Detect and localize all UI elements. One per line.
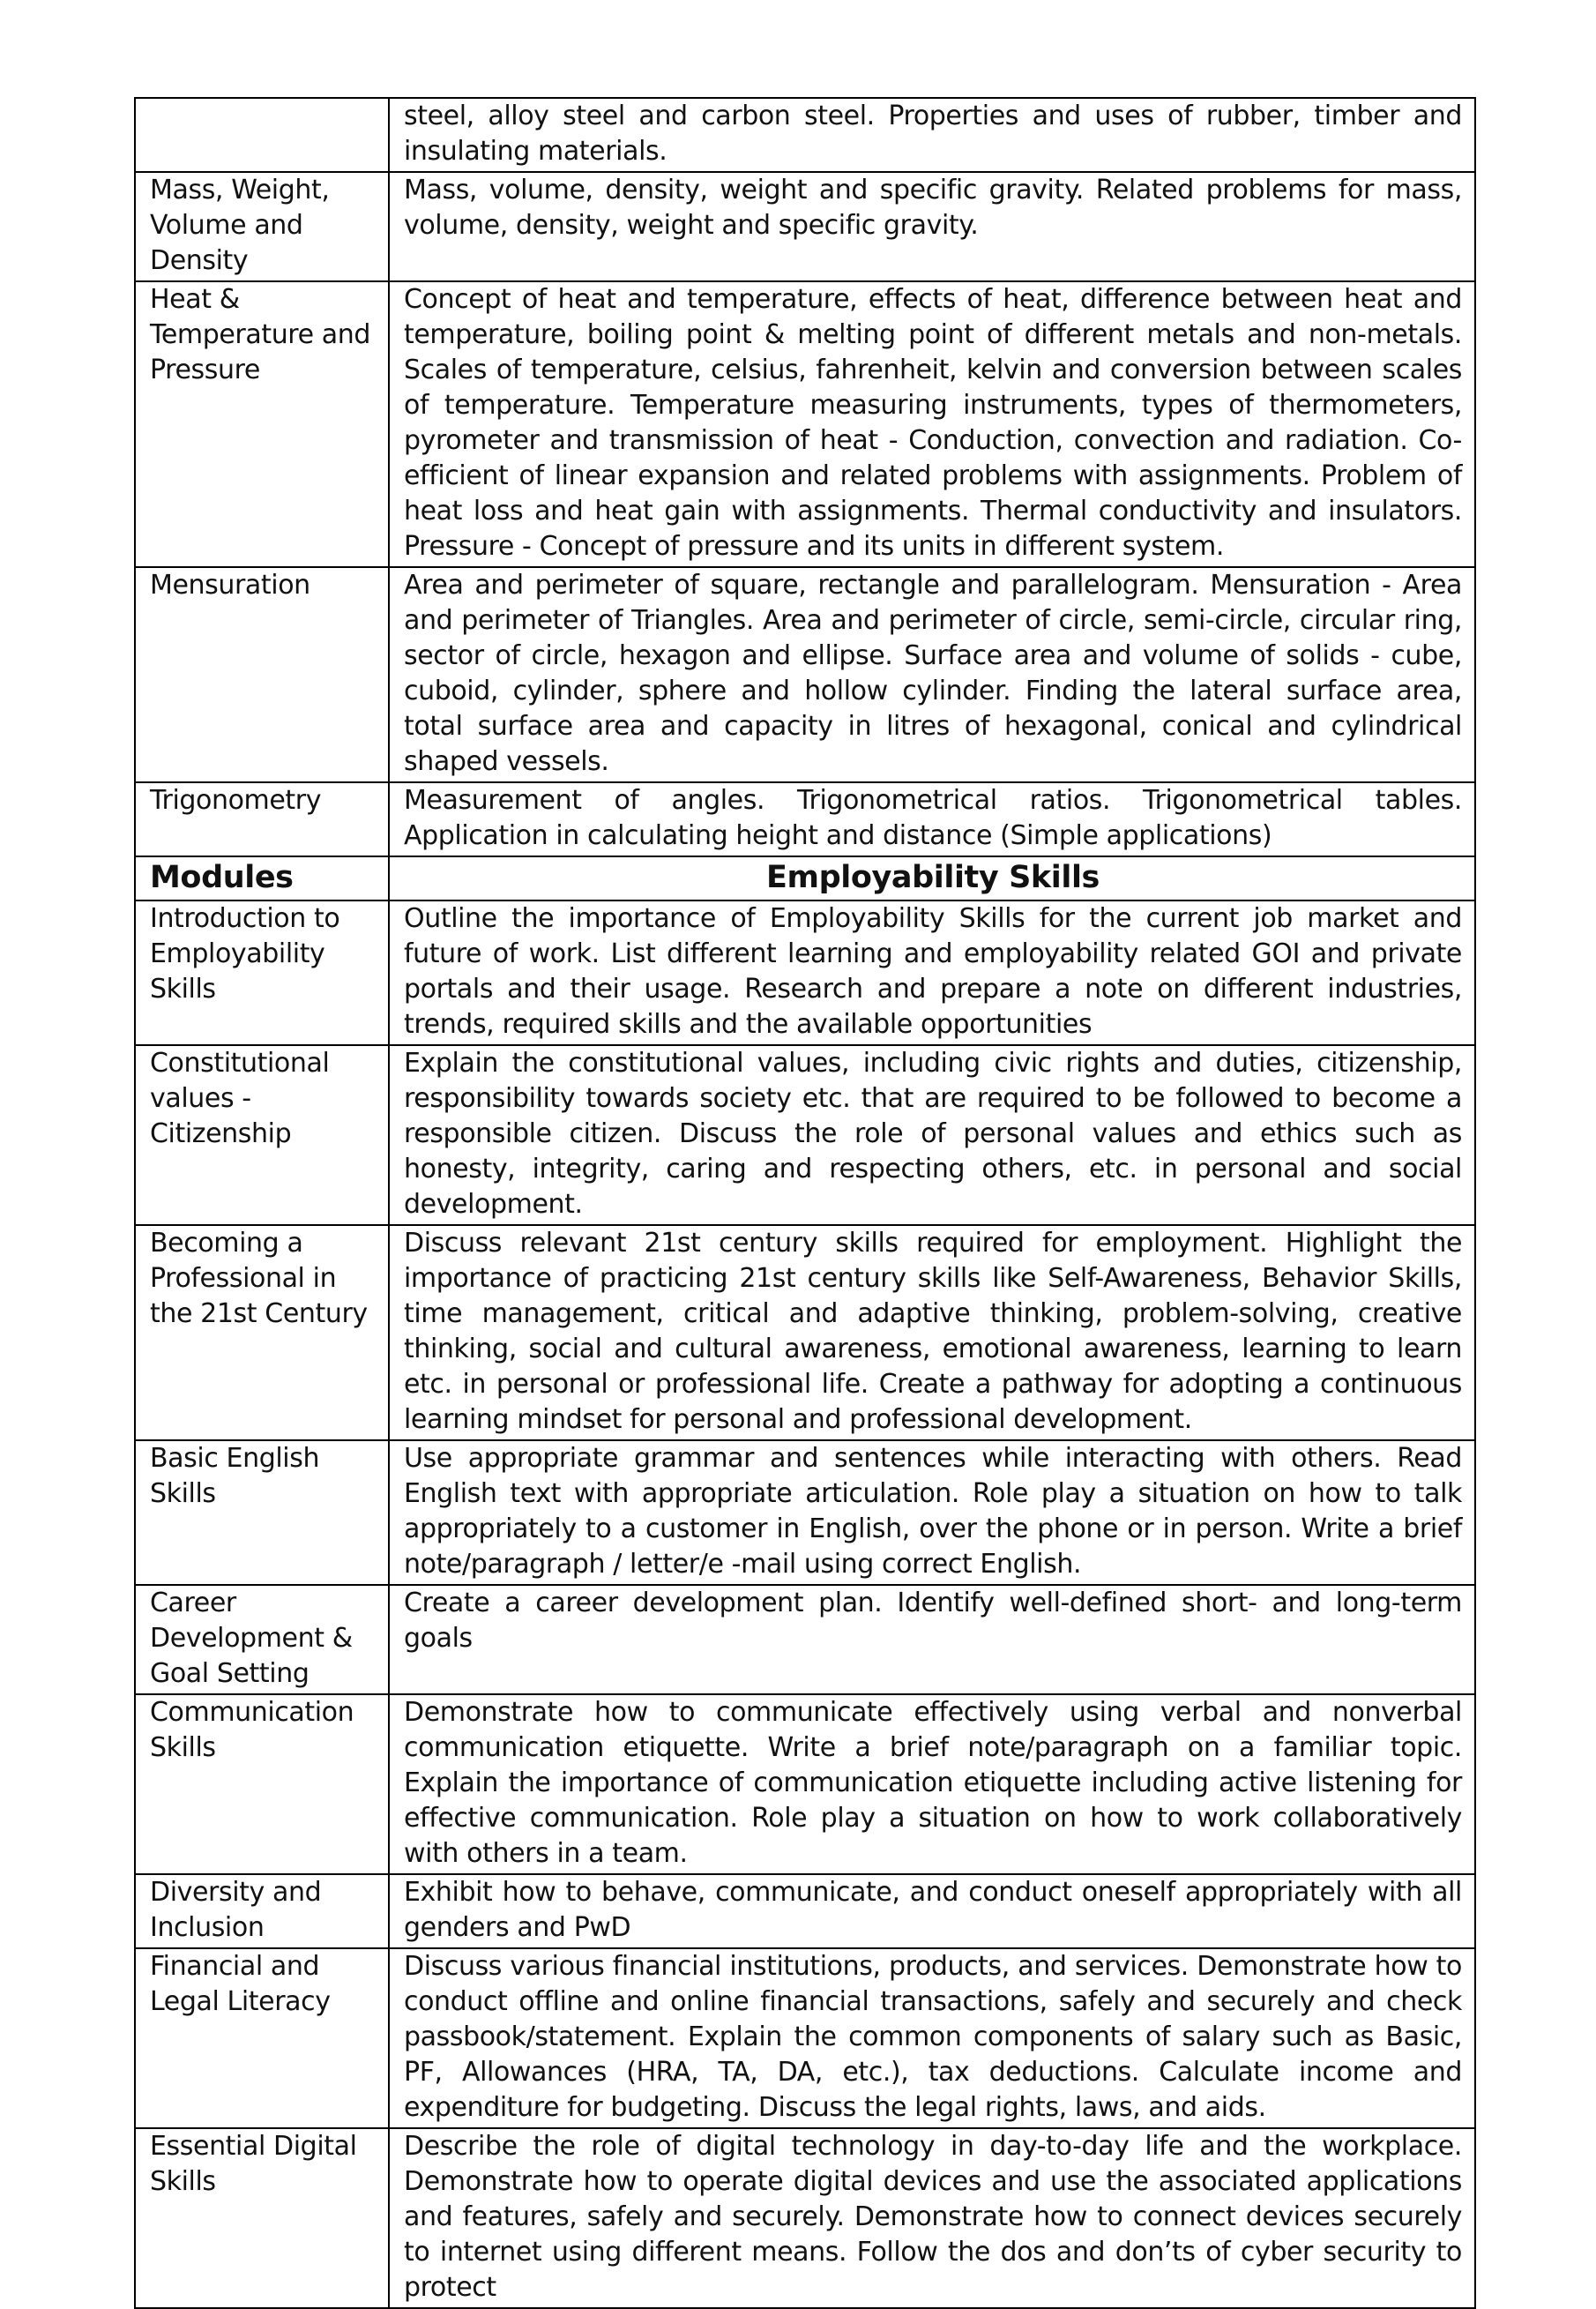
table-row xyxy=(135,281,1475,567)
description-cell: Use appropriate grammar and sentences while interacting with others. Read English text with appropriate articulation. Role play a situation on how to talk appropriately to a customer in English, over the phone or in person. Write a brief note/paragraph / letter/e -mail using correct English. xyxy=(389,1440,1475,1585)
table-row xyxy=(135,1948,1475,2128)
description-cell: Discuss various financial institutions, products, and services. Demonstrate how to conduct offline and online financial transactions, safely and securely and check passbook/statement. Explain the common components of salary such as Basic, PF, Allowances (HRA, TA, DA, etc.), tax deductions. Calculate income and expenditure for budgeting. Discuss the legal rights, laws, and aids. xyxy=(389,1948,1475,2128)
topic-cell: Mass, Weight, Volume and Density xyxy=(135,172,389,281)
description-cell: Exhibit how to behave, communicate, and conduct oneself appropriately with all genders and PwD xyxy=(389,1874,1475,1948)
table-row xyxy=(135,782,1475,856)
topic-cell: Basic English Skills xyxy=(135,1440,389,1585)
description-cell: Demonstrate how to communicate effectively using verbal and nonverbal communication etiquette. Write a brief note/paragraph on a familiar topic. Explain the importance of communication etiquette including active listening for effective communication. Role play a situation on how to work collaboratively with others in a team. xyxy=(389,1694,1475,1874)
topic-cell: Diversity and Inclusion xyxy=(135,1874,389,1948)
table-row xyxy=(135,567,1475,782)
table-row xyxy=(135,172,1475,281)
modules-header: Modules xyxy=(135,856,389,900)
syllabus-table xyxy=(134,97,1476,2309)
description-cell: Create a career development plan. Identify well-defined short- and long-term goals xyxy=(389,1585,1475,1694)
syllabus-page xyxy=(134,97,1474,2309)
topic-cell: Communication Skills xyxy=(135,1694,389,1874)
section-header-row xyxy=(135,856,1475,900)
description-cell: Describe the role of digital technology in day-to-day life and the workplace. Demonstrate how to operate digital devices and use the associated applications and features, safely and securely. Demonstrate how to connect devices securely to internet using different means. Follow the dos and don’ts of cyber security to protect xyxy=(389,2128,1475,2308)
topic-cell: Constitutional values - Citizenship xyxy=(135,1045,389,1225)
description-cell: Measurement of angles. Trigonometrical ratios. Trigonometrical tables. Application in calculating height and distance (Simple applications) xyxy=(389,782,1475,856)
topic-cell: Essential Digital Skills xyxy=(135,2128,389,2308)
description-cell: Mass, volume, density, weight and specific gravity. Related problems for mass, volume, density, weight and specific gravity. xyxy=(389,172,1475,281)
table-row xyxy=(135,900,1475,1045)
section-title: Employability Skills xyxy=(389,856,1475,900)
table-row xyxy=(135,1440,1475,1585)
topic-cell: Mensuration xyxy=(135,567,389,782)
table-row xyxy=(135,2128,1475,2308)
topic-cell: Heat & Temperature and Pressure xyxy=(135,281,389,567)
topic-cell xyxy=(135,98,389,172)
description-cell: steel, alloy steel and carbon steel. Properties and uses of rubber, timber and insulating materials. xyxy=(389,98,1475,172)
topic-cell: Becoming a Professional in the 21st Century xyxy=(135,1225,389,1440)
topic-cell: Financial and Legal Literacy xyxy=(135,1948,389,2128)
table-row xyxy=(135,98,1475,172)
description-cell: Area and perimeter of square, rectangle and parallelogram. Mensuration - Area and perimeter of Triangles. Area and perimeter of circle, semi-circle, circular ring, sector of circle, hexagon and ellipse. Surface area and volume of solids - cube, cuboid, cylinder, sphere and hollow cylinder. Finding the lateral surface area, total surface area and capacity in litres of hexagonal, conical and cylindrical shaped vessels. xyxy=(389,567,1475,782)
description-cell: Explain the constitutional values, including civic rights and duties, citizenship, responsibility towards society etc. that are required to be followed to become a responsible citizen. Discuss the role of personal values and ethics such as honesty, integrity, caring and respecting others, etc. in personal and social development. xyxy=(389,1045,1475,1225)
topic-cell: Introduction to Employability Skills xyxy=(135,900,389,1045)
topic-cell: Trigonometry xyxy=(135,782,389,856)
description-cell: Concept of heat and temperature, effects of heat, difference between heat and temperature, boiling point & melting point of different metals and non-metals. Scales of temperature, celsius, fahrenheit, kelvin and conversion between scales of temperature. Temperature measuring instruments, types of thermometers, pyrometer and transmission of heat - Conduction, convection and radiation. Co-efficient of linear expansion and related problems with assignments. Problem of heat loss and heat gain with assignments. Thermal conductivity and insulators. Pressure - Concept of pressure and its units in different system. xyxy=(389,281,1475,567)
table-row xyxy=(135,1585,1475,1694)
table-row xyxy=(135,1874,1475,1948)
table-row xyxy=(135,1225,1475,1440)
description-cell: Outline the importance of Employability Skills for the current job market and future of work. List different learning and employability related GOI and private portals and their usage. Research and prepare a note on different industries, trends, required skills and the available opportunities xyxy=(389,900,1475,1045)
table-row xyxy=(135,1045,1475,1225)
description-cell: Discuss relevant 21st century skills required for employment. Highlight the importance of practicing 21st century skills like Self-Awareness, Behavior Skills, time management, critical and adaptive thinking, problem-solving, creative thinking, social and cultural awareness, emotional awareness, learning to learn etc. in personal or professional life. Create a pathway for adopting a continuous learning mindset for personal and professional development. xyxy=(389,1225,1475,1440)
table-row xyxy=(135,1694,1475,1874)
topic-cell: Career Development & Goal Setting xyxy=(135,1585,389,1694)
